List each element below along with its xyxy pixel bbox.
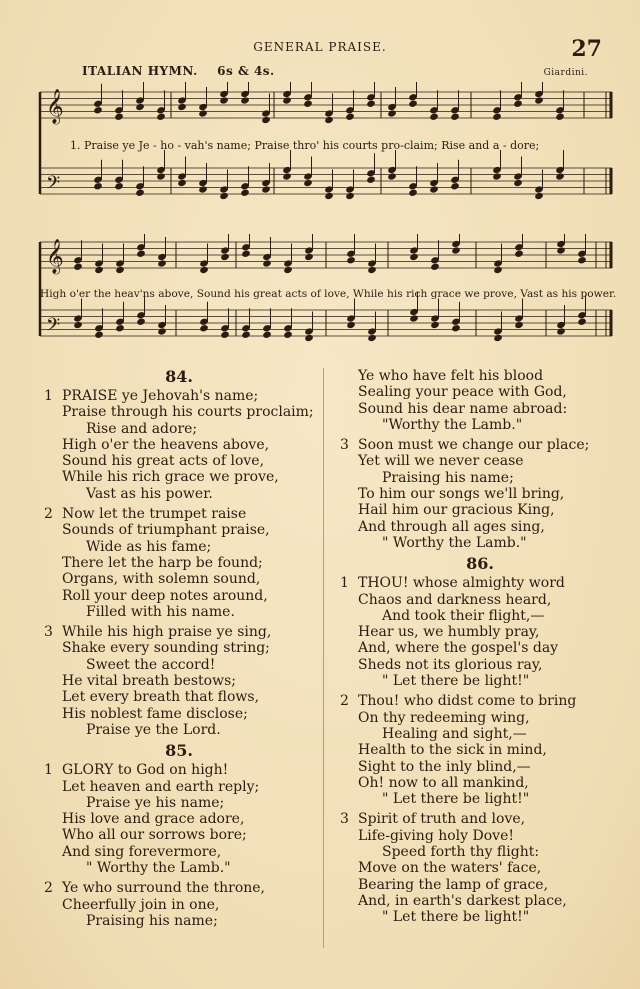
note-head — [115, 266, 125, 274]
verse-line-text: Hail him our gracious King, — [358, 502, 555, 519]
note-head — [534, 192, 544, 200]
verse-line — [44, 539, 314, 555]
note-head — [429, 113, 439, 121]
verse-line-text: Now let the trumpet raise — [62, 506, 247, 523]
verse-line — [340, 860, 620, 876]
note-head — [345, 113, 355, 121]
note-head — [177, 103, 187, 111]
tune-title — [82, 64, 275, 78]
verse-line-text: " Let there be light!" — [382, 673, 530, 690]
verse — [44, 880, 314, 929]
verse-line — [340, 673, 620, 689]
verse-line-text: And, where the gospel's day — [358, 640, 559, 657]
verse-line — [44, 640, 314, 656]
verse-line-text: Health to the sick in mind, — [358, 742, 547, 759]
verse-line — [44, 453, 314, 469]
note-head — [94, 266, 104, 274]
verse-line — [44, 706, 314, 722]
verse-line — [44, 844, 314, 860]
verse-line — [44, 486, 314, 502]
note-head — [555, 172, 565, 180]
verse-line-text: And sing forevermore, — [62, 843, 222, 860]
verse-line-text: GLORY to God on high! — [62, 762, 229, 779]
note-head — [429, 185, 439, 193]
verse — [340, 693, 620, 807]
note-head — [324, 116, 334, 124]
verse-line-text: Sound his great acts of love, — [62, 453, 265, 470]
note-head — [240, 189, 250, 197]
verse-line-text: Thou! who didst come to bring — [358, 693, 577, 710]
note-head — [366, 176, 376, 184]
verse-line-text: Sound his dear name abroad: — [358, 400, 568, 417]
verse-line-text: " Let there be light!" — [382, 909, 530, 926]
verse-line — [44, 506, 314, 522]
verse-line-text: And, in earth's darkest place, — [358, 892, 567, 909]
verse-line — [44, 860, 314, 876]
note-head — [408, 189, 418, 197]
verse-line-text: Ye who have felt his blood — [358, 368, 544, 384]
note-head — [114, 182, 124, 190]
verse — [44, 388, 314, 502]
note-head — [282, 172, 292, 180]
verse-line-text: " Worthy the Lamb." — [86, 860, 231, 877]
verse-line — [44, 437, 314, 453]
verse-line-text: Spirit of truth and love, — [358, 811, 526, 828]
verse — [340, 368, 620, 433]
verse-line — [44, 880, 314, 896]
verse-line-text: Roll your deep notes around, — [62, 587, 268, 604]
note-head — [240, 96, 250, 104]
verse-line — [44, 722, 314, 738]
bass-clef-icon: 𝄢 — [46, 315, 61, 340]
note-head — [430, 321, 440, 329]
verse-line-text: Oh! now to all mankind, — [358, 774, 529, 791]
note-head — [73, 263, 83, 271]
verse-line — [340, 608, 620, 624]
verse-line — [44, 404, 314, 420]
verse-line — [44, 762, 314, 778]
composer: Giardini. — [543, 68, 588, 78]
note-head — [387, 172, 397, 180]
verse-line-text: Vast as his power. — [86, 485, 213, 502]
note-head — [493, 334, 503, 342]
running-head: GENERAL PRAISE. — [253, 40, 387, 54]
verse-line — [340, 453, 620, 469]
verse-line — [340, 624, 620, 640]
note-head — [450, 182, 460, 190]
note-head — [555, 113, 565, 121]
verse — [340, 437, 620, 551]
note-head — [430, 263, 440, 271]
note-head — [282, 96, 292, 104]
verse-number: 2 — [44, 506, 53, 523]
note-head — [514, 250, 524, 258]
music-lyric-line-1: 1. Praise ye Je - ho - vah's name; Praise thro' his courts pro-claim; Rise and a - dore; — [70, 139, 540, 152]
note-head — [304, 253, 314, 261]
bass-clef-icon: 𝄢 — [46, 173, 61, 198]
verse-line-text: And took their flight,— — [382, 607, 545, 624]
treble-clef-icon: 𝄞 — [46, 89, 64, 124]
verse — [44, 624, 314, 738]
verse-line-text: THOU! whose almighty word — [358, 575, 565, 592]
note-head — [303, 179, 313, 187]
verse-line — [340, 811, 620, 827]
note-head — [492, 113, 502, 121]
verse-line-text: His love and grace adore, — [62, 811, 245, 828]
hymn-number: 85. — [165, 741, 193, 761]
verse-line-text: Soon must we change our place; — [358, 437, 590, 454]
verse-line-text: Praise ye his name; — [86, 794, 225, 811]
note-head — [262, 259, 272, 267]
verse-line-text: High o'er the heavens above, — [62, 436, 270, 453]
verse-line — [340, 844, 620, 860]
tune-name: ITALIAN HYMN. — [82, 64, 198, 78]
hymn-number: 86. — [466, 554, 494, 574]
verse-line — [340, 502, 620, 518]
verse-line — [340, 726, 620, 742]
note-head — [513, 100, 523, 108]
note-head — [346, 256, 356, 264]
note-head — [198, 109, 208, 117]
verse-line — [44, 689, 314, 705]
music-lyric-line-2: High o'er the heav'ns above, Sound his great acts of love, While his rich grace we prove, Vast as his power. — [40, 288, 617, 300]
note-head — [114, 113, 124, 121]
verse-line — [44, 811, 314, 827]
note-head — [219, 96, 229, 104]
verse-line — [44, 571, 314, 587]
verse — [44, 762, 314, 876]
hymn-number: 84. — [165, 367, 193, 386]
verse-line-text: While his high praise ye sing, — [62, 624, 272, 641]
verse-line — [44, 469, 314, 485]
note-head — [157, 327, 167, 335]
verse-line-text: While his rich grace we prove, — [62, 469, 279, 486]
note-head — [177, 179, 187, 187]
verse-line-text: Healing and sight,— — [382, 725, 527, 742]
note-head — [303, 100, 313, 108]
note-head — [198, 185, 208, 193]
verse-line-text: Rise and adore; — [86, 420, 198, 437]
note-head — [367, 266, 377, 274]
note-head — [345, 192, 355, 200]
verse-line — [340, 535, 620, 551]
verse-line — [44, 827, 314, 843]
verse-line-text: Chaos and darkness heard, — [358, 591, 552, 608]
note-head — [241, 250, 251, 258]
verse-line-text: Bearing the lamp of grace, — [358, 876, 549, 893]
verse-line — [340, 401, 620, 417]
verse-line-text: Sealing your peace with God, — [358, 384, 567, 401]
verse-line-text: He vital breath bestows; — [62, 673, 236, 690]
note-head — [577, 318, 587, 326]
note-head — [451, 246, 461, 254]
note-head — [156, 113, 166, 121]
note-head — [136, 250, 146, 258]
verse-line-text: PRAISE ye Jehovah's name; — [62, 388, 259, 404]
verse-line-text: On thy redeeming wing, — [358, 709, 530, 726]
verse-line — [340, 759, 620, 775]
note-head — [556, 327, 566, 335]
verse-line-text: Filled with his name. — [86, 603, 235, 620]
verse-line — [340, 775, 620, 791]
verse-line-text: Yet will we never cease — [358, 453, 524, 470]
text-column-left — [44, 368, 314, 933]
verse-line-text: Speed forth thy flight: — [382, 844, 540, 861]
verse-line — [340, 417, 620, 433]
verse-line-text: Sight to the inly blind,— — [358, 758, 531, 775]
note-head — [94, 331, 104, 339]
note-head — [367, 334, 377, 342]
note-head — [157, 259, 167, 267]
note-head — [514, 321, 524, 329]
verse-number: 2 — [340, 693, 349, 710]
note-head — [346, 321, 356, 329]
verse-line — [44, 779, 314, 795]
verse-line — [340, 877, 620, 893]
verse-line-text: Cheerfully join in one, — [62, 896, 220, 913]
note-head — [115, 324, 125, 332]
verse-line — [340, 893, 620, 909]
note-head — [199, 324, 209, 332]
verse-line — [44, 555, 314, 571]
verse-line — [44, 624, 314, 640]
verse-line — [340, 592, 620, 608]
verse-line — [44, 588, 314, 604]
verse-line-text: Shake every sounding string; — [62, 640, 270, 657]
note-head — [219, 192, 229, 200]
verse-number: 3 — [340, 437, 349, 454]
note-head — [409, 314, 419, 322]
verse-line-text: Praising his name; — [86, 912, 218, 929]
verse-line-text: Let heaven and earth reply; — [62, 778, 260, 795]
text-column-right — [340, 368, 620, 930]
verse — [340, 811, 620, 925]
verse-line-text: Sweet the accord! — [86, 656, 216, 673]
verse-line-text: Move on the waters' face, — [358, 860, 542, 877]
verse-line — [44, 604, 314, 620]
verse-line-text: Wide as his fame; — [86, 538, 212, 555]
verse-line — [340, 693, 620, 709]
verse-line-text: "Worthy the Lamb." — [382, 416, 523, 433]
note-head — [241, 331, 251, 339]
verse-line-text: Hear us, we humbly pray, — [358, 624, 540, 641]
note-head — [450, 113, 460, 121]
verse-line — [44, 913, 314, 929]
verse-line-text: Let every breath that flows, — [62, 689, 260, 706]
verse-line — [44, 673, 314, 689]
verse-line-text: Life-giving holy Dove! — [358, 827, 514, 844]
verse-line-text: To him our songs we'll bring, — [358, 486, 565, 503]
note-head — [261, 185, 271, 193]
note-head — [220, 253, 230, 261]
verse-line-text: Praising his name; — [382, 469, 514, 486]
page-number: 27 — [571, 36, 602, 62]
verse-line — [44, 388, 314, 404]
note-head — [156, 172, 166, 180]
verse-line — [340, 710, 620, 726]
verse-number: 1 — [44, 388, 53, 404]
note-head — [261, 116, 271, 124]
verse-line-text: Sounds of triumphant praise, — [62, 522, 270, 539]
tune-meter: 6s & 4s. — [217, 64, 275, 78]
verse-line — [340, 640, 620, 656]
note-head — [366, 100, 376, 108]
note-head — [324, 192, 334, 200]
verse-number: 3 — [44, 624, 53, 641]
note-head — [534, 96, 544, 104]
note-head — [283, 331, 293, 339]
column-divider — [323, 368, 324, 948]
verse-line-text: Sheds not its glorious ray, — [358, 656, 543, 673]
note-head — [135, 103, 145, 111]
note-head — [135, 189, 145, 197]
treble-clef-icon: 𝄞 — [46, 239, 64, 274]
verse-line-text: His noblest fame disclose; — [62, 705, 248, 722]
verse — [340, 575, 620, 689]
verse-line-text: There let the harp be found; — [62, 554, 263, 571]
verse-line — [340, 657, 620, 673]
verse-number: 1 — [44, 762, 53, 779]
verse-line — [340, 828, 620, 844]
verse-line — [340, 909, 620, 925]
verse-line — [44, 795, 314, 811]
note-head — [304, 334, 314, 342]
note-head — [556, 246, 566, 254]
verse-line-text: And through all ages sing, — [358, 518, 545, 535]
verse-line — [340, 368, 620, 384]
verse-line — [340, 384, 620, 400]
note-head — [577, 256, 587, 264]
verse-line — [340, 437, 620, 453]
note-head — [199, 266, 209, 274]
verse-line-text: " Let there be light!" — [382, 791, 530, 808]
note-head — [136, 318, 146, 326]
note-head — [93, 182, 103, 190]
verse-line — [44, 897, 314, 913]
verse-line-text: " Worthy the Lamb." — [382, 534, 527, 551]
verse-line — [340, 486, 620, 502]
note-head — [387, 109, 397, 117]
verse-line — [340, 791, 620, 807]
verse-line — [340, 575, 620, 591]
verse-line — [44, 657, 314, 673]
verse-line — [44, 522, 314, 538]
note-head — [451, 324, 461, 332]
verse-line-text: Who all our sorrows bore; — [62, 827, 247, 844]
verse — [44, 506, 314, 620]
note-head — [492, 172, 502, 180]
verse-number: 1 — [340, 575, 349, 592]
verse-line — [340, 742, 620, 758]
note-head — [513, 179, 523, 187]
note-head — [409, 253, 419, 261]
note-head — [283, 266, 293, 274]
note-head — [262, 331, 272, 339]
verse-number: 2 — [44, 880, 53, 897]
note-head — [493, 266, 503, 274]
note-head — [93, 106, 103, 114]
verse-line-text: Organs, with solemn sound, — [62, 571, 261, 588]
note-head — [73, 321, 83, 329]
verse-number: 3 — [340, 811, 349, 828]
verse-line-text: Praise through his courts proclaim; — [62, 404, 314, 421]
verse-line-text: Praise ye the Lord. — [86, 721, 221, 738]
note-head — [408, 100, 418, 108]
verse-line — [340, 519, 620, 535]
verse-line — [44, 421, 314, 437]
verse-line-text: Ye who surround the throne, — [62, 880, 265, 897]
note-head — [220, 331, 230, 339]
verse-line — [340, 470, 620, 486]
